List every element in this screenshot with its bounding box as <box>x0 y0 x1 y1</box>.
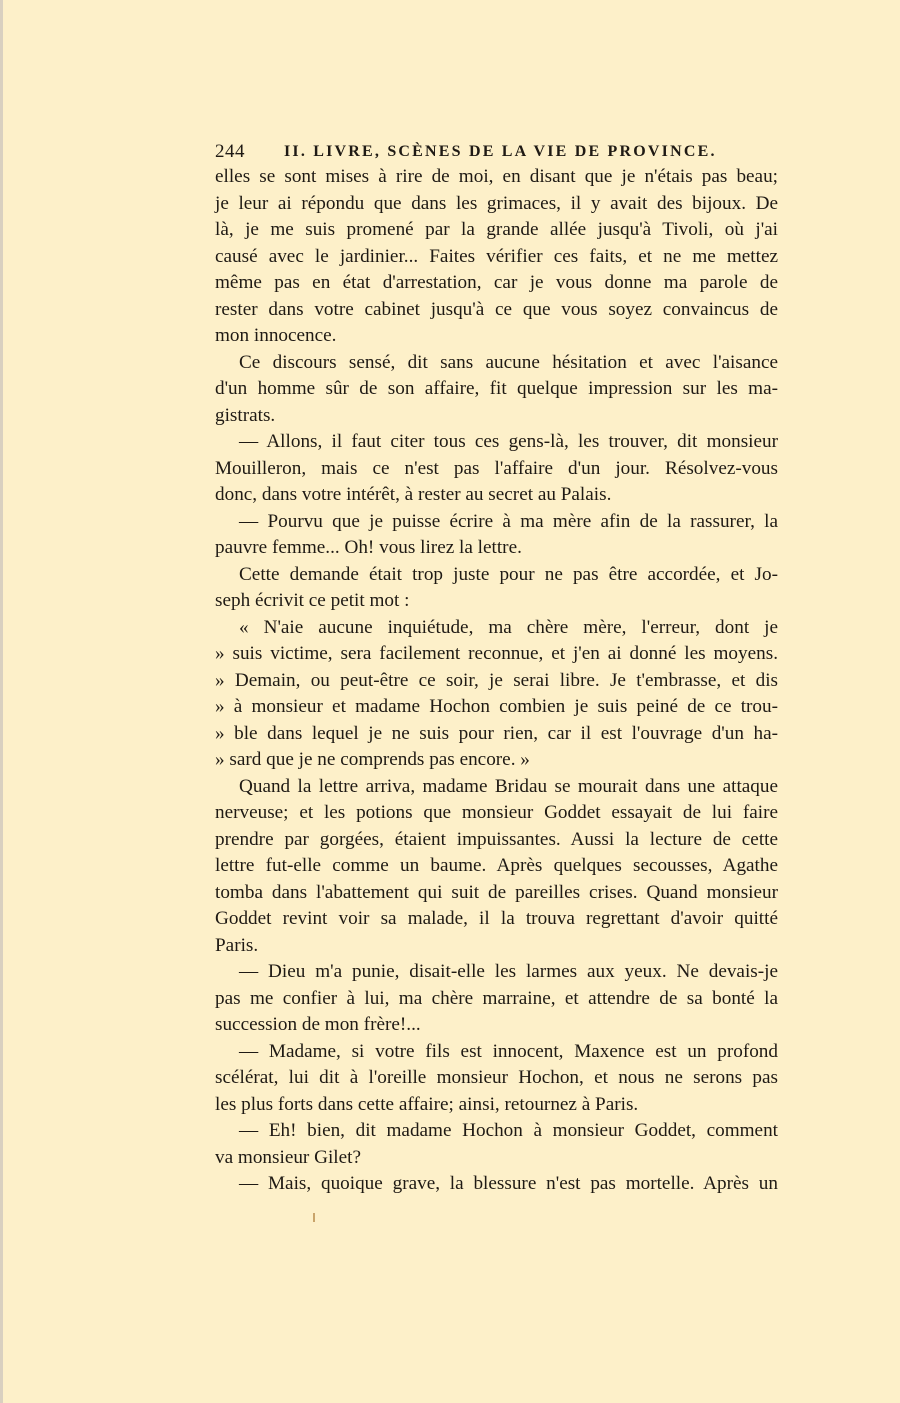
page-number: 244 <box>215 141 245 162</box>
text-line: — Allons, il faut citer tous ces gens-là, les trouver, dit monsieur <box>239 431 778 452</box>
text-line: causé avec le jardinier... Faites vérifier ces faits, et ne me mettez <box>215 245 778 267</box>
text-line: — Eh! bien, dit madame Hochon à monsieur Goddet, comment <box>239 1120 778 1141</box>
text-line: — Pourvu que je puisse écrire à ma mère afin de la rassurer, la <box>239 510 778 532</box>
text-line: les plus forts dans cette affaire; ainsi, retournez à Paris. <box>215 1093 639 1115</box>
text-line: — Mais, quoique grave, la blessure n'est pas mortelle. Après un <box>239 1173 778 1194</box>
text-line: » suis victime, sera facilement reconnue, et j'en ai donné les moyens. <box>215 643 778 664</box>
text-line: Ce discours sensé, dit sans aucune hésitation et avec l'aisance <box>239 351 778 373</box>
text-line: rester dans votre cabinet jusqu'à ce que vous soyez convaincus de <box>215 298 778 320</box>
text-line: Quand la lettre arriva, madame Bridau se mourait dans une attaque <box>239 775 778 797</box>
text-line: pas me confier à lui, ma chère marraine, et attendre de sa bonté la <box>215 987 778 1009</box>
text-line: donc, dans votre intérêt, à rester au secret au Palais. <box>215 484 612 505</box>
text-line: Mouilleron, mais ce n'est pas l'affaire d'un jour. Résolvez-vous <box>215 457 778 479</box>
text-line: » à monsieur et madame Hochon combien je suis peiné de ce trou- <box>215 696 778 717</box>
text-line: » sard que je ne comprends pas encore. » <box>215 749 530 770</box>
text-line: d'un homme sûr de son affaire, fit quelque impression sur les ma- <box>215 378 778 399</box>
text-line: elles se sont mises à rire de moi, en disant que je n'étais pas beau; <box>215 166 778 187</box>
text-line: là, je me suis promené par la grande allée jusqu'à Tivoli, où j'ai <box>215 219 778 240</box>
ink-speck <box>313 1213 315 1222</box>
text-line: Paris. <box>215 934 259 956</box>
text-line: je leur ai répondu que dans les grimaces, il y avait des bijoux. De <box>215 192 778 214</box>
text-line: lettre fut-elle comme un baume. Après quelques secousses, Agathe <box>215 855 778 876</box>
text-line: » ble dans lequel je ne suis pour rien, car il est l'ouvrage d'un ha- <box>215 722 778 744</box>
text-line: — Dieu m'a punie, disait-elle les larmes aux yeux. Ne devais-je <box>239 961 778 982</box>
text-line: Cette demande était trop juste pour ne pas être accordée, et Jo- <box>239 563 778 585</box>
text-line: mon innocence. <box>215 325 337 346</box>
text-line: va monsieur Gilet? <box>215 1146 361 1168</box>
running-title: II. LIVRE, SCÈNES DE LA VIE DE PROVINCE. <box>284 143 717 160</box>
text-line: succession de mon frère!... <box>215 1014 421 1035</box>
text-line: — Madame, si votre fils est innocent, Maxence est un profond <box>239 1040 778 1062</box>
page-edge <box>0 0 3 1403</box>
text-line: » Demain, ou peut-être ce soir, je serai libre. Je t'embrasse, et dis <box>215 669 778 691</box>
text-line: scélérat, lui dit à l'oreille monsieur Hochon, et nous ne serons pas <box>215 1067 778 1088</box>
text-line: pauvre femme... Oh! vous lirez la lettre. <box>215 537 522 558</box>
text-line: « N'aie aucune inquiétude, ma chère mère, l'erreur, dont je <box>239 616 778 638</box>
text-line: Goddet revint voir sa malade, il la trouva regrettant d'avoir quitté <box>215 908 778 929</box>
text-line: même pas en état d'arrestation, car je vous donne ma parole de <box>215 272 778 293</box>
text-line: gistrats. <box>215 404 276 426</box>
text-line: nerveuse; et les potions que monsieur Goddet essayait de lui faire <box>215 802 778 823</box>
text-line: tomba dans l'abattement qui suit de pareilles crises. Quand monsieur <box>215 881 778 903</box>
text-line: prendre par gorgées, étaient impuissantes. Aussi la lecture de cette <box>215 828 778 850</box>
text-line: seph écrivit ce petit mot : <box>215 590 410 611</box>
body-text <box>215 164 778 1198</box>
